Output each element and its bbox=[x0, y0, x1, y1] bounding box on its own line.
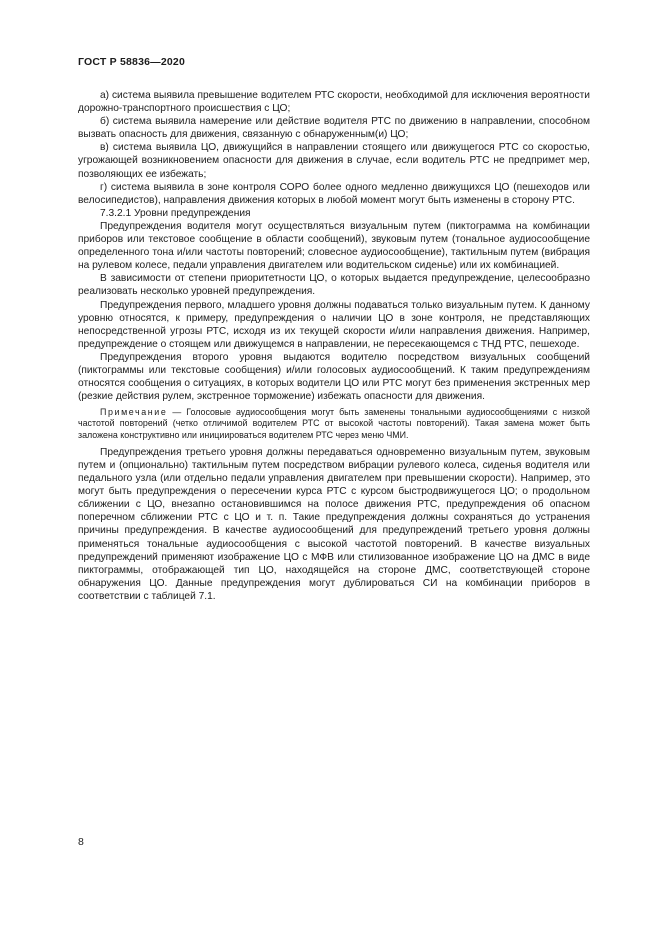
running-header: ГОСТ Р 58836—2020 bbox=[78, 56, 186, 68]
section-heading: 7.3.2.1 Уровни предупреждения bbox=[100, 207, 251, 219]
document-body bbox=[78, 89, 590, 603]
body-paragraph: Предупреждения второго уровня выдаются водителю посредством визуальных сообщений (пиктограммы или текстовые сообщения) и/или голосовых аудиосообщений. К таким предупреждениям относятся сообщения о ситуациях, в которых водители ЦО или РТС могут без применения экстренных мер (резкие действия рулем, экстренное торможение) избежать опасности для движения. bbox=[78, 351, 590, 403]
page-number: 8 bbox=[78, 836, 84, 848]
body-paragraph: Предупреждения третьего уровня должны передаваться одновременно визуальным путем, звуковым путем и (опционально) тактильным путем посредством вибрации рулевого колеса, сиденья водителя или педального узла (или отдельно педали управления двигателем при превышении скорости). Например, это могут быть предупреждения о пересечении курса РТС с курсом быстродвижущегося ЦО; о продольном сближении с ЦО, внезапно остановившимся на полосе движения РТС, предупреждения об опасном поперечном сближении РТС с ЦО и т. п. Такие предупреждения должны сохраняться до устранения причины предупреждения. В качестве аудиосообщений для предупреждений третьего уровня должны применяться тональные аудиосообщения с высокой частотой повторений. В качестве визуальных предупреждений применяют изображение ЦО с МФВ или стилизованное изображение ЦО на ДМС в виде пиктограммы, отображающей тип ЦО, находящейся на стороне ДМС, соответствующей стороне обнаружения ЦО. Данные предупреждения могут дублироваться СИ на комбинации приборов в соответствии с таблицей 7.1. bbox=[78, 446, 590, 602]
body-paragraph: Предупреждения первого, младшего уровня должны подаваться только визуальным путем. К данному уровню относятся, к примеру, предупреждения о наличии ЦО в зоне контроля, не представляющих непосредственной угрозы РТС, исходя из их текущей скорости и/или направления движения. Например, предупреждение о стоящем или движущемся в направлении, не пересекающемся с ТНД РТС, пешеходе. bbox=[78, 299, 590, 350]
body-paragraph: в) система выявила ЦО, движущийся в направлении стоящего или движущегося РТС со скоростью, угрожающей возникновением опасности для движения в случае, если водитель РТС не предпримет мер, позволяющих ее избежать; bbox=[78, 142, 590, 180]
body-paragraph: В зависимости от степени приоритетности ЦО, о которых выдается предупреждение, целесообразно реализовать несколько уровней предупреждения. bbox=[78, 273, 590, 298]
note-label: Примечание bbox=[100, 407, 168, 418]
note-paragraph: Примечание — Голосовые аудиосообщения могут быть заменены тональными аудиосообщениями с низкой частотой повторений (четко отличимой водителем РТС от высокой частоты повторений). Такая замена может быть заложена конструктивно или инициироваться водителем РТС через меню ЧМИ. bbox=[78, 407, 590, 440]
body-paragraph: г) система выявила в зоне контроля СОРО более одного медленно движущихся ЦО (пешеходов или велосипедистов), направления движения которых в любой момент могут быть изменены в сторону РТС. bbox=[78, 181, 590, 206]
body-paragraph: Предупреждения водителя могут осуществляться визуальным путем (пиктограмма на комбинации приборов или текстовое сообщение в области сообщений), звуковым путем (тональное аудиосообщение определенного тона и/или частоты повторений; словесное аудиосообщение), тактильным путем (вибрация на рулевом колесе, педали управления двигателем или водительском сиденье) или их комбинацией. bbox=[78, 220, 590, 272]
body-paragraph: б) система выявила намерение или действие водителя РТС по движению в направлении, способном вызвать опасность для движения, связанную с обнаруженным(и) ЦО; bbox=[78, 116, 590, 141]
body-paragraph: а) система выявила превышение водителем РТС скорости, необходимой для исключения вероятности дорожно-транспортного происшествия с ЦО; bbox=[78, 90, 590, 115]
